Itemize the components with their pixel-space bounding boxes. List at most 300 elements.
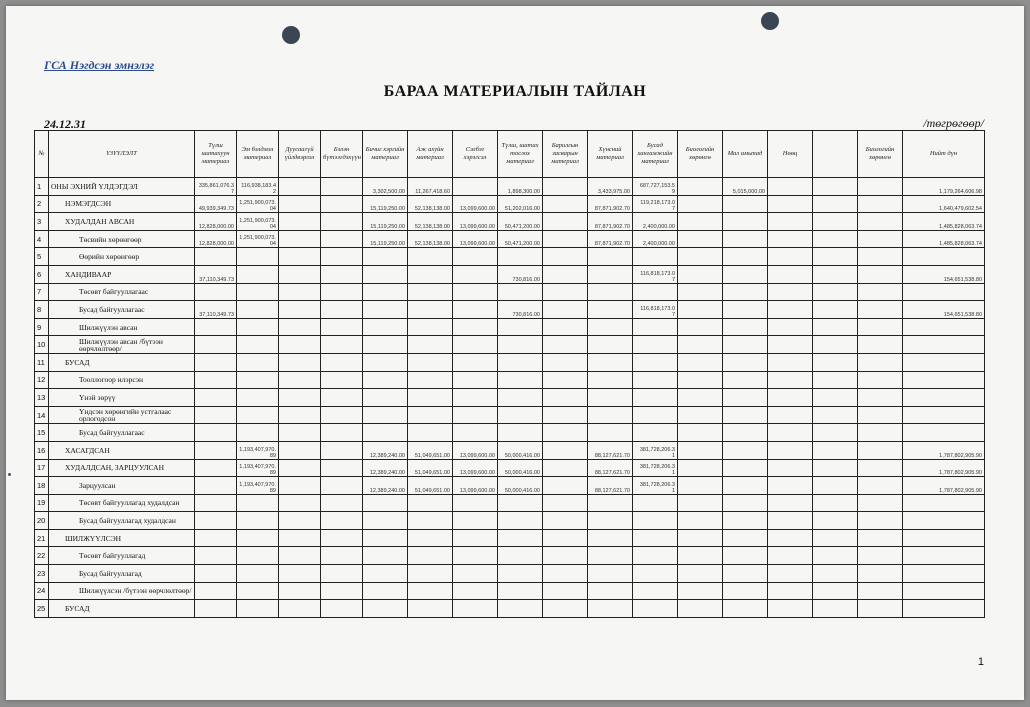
table-cell <box>279 336 321 354</box>
table-cell: 1,251,900,073. 04 <box>237 213 279 231</box>
row-number: 20 <box>35 512 49 530</box>
table-cell <box>195 248 237 266</box>
table-cell <box>321 301 363 319</box>
table-cell <box>903 565 985 583</box>
table-cell <box>543 459 588 477</box>
table-cell <box>678 512 723 530</box>
table-cell: 13,099,600.00 <box>453 459 498 477</box>
table-cell: 116,818,173.0 7 <box>633 301 678 319</box>
table-cell <box>633 582 678 600</box>
table-cell <box>279 529 321 547</box>
table-cell <box>195 582 237 600</box>
table-cell <box>237 336 279 354</box>
table-cell <box>195 565 237 583</box>
table-cell: 381,728,206.3 1 <box>633 459 678 477</box>
table-cell <box>498 600 543 618</box>
row-label: Төсвийн хөрөнгөөр <box>49 230 195 248</box>
table-cell: 12,389,240.00 <box>363 441 408 459</box>
table-cell <box>768 459 813 477</box>
table-cell <box>903 512 985 530</box>
table-cell <box>321 494 363 512</box>
table-cell: 116,818,173.0 7 <box>633 265 678 283</box>
column-header: Нөөц <box>768 131 813 178</box>
table-cell <box>237 248 279 266</box>
table-cell <box>858 512 903 530</box>
table-cell: 13,099,600.00 <box>453 195 498 213</box>
table-cell <box>813 565 858 583</box>
table-cell <box>678 459 723 477</box>
table-cell <box>453 283 498 301</box>
column-header: Түлш, шатах тослох материал <box>498 131 543 178</box>
row-label: Шилжүүлэн авсан /бүтээн өөрчлөлтөөр/ <box>49 336 195 354</box>
table-cell: 51,049,651.00 <box>408 459 453 477</box>
table-cell <box>321 600 363 618</box>
table-cell <box>858 336 903 354</box>
table-cell <box>408 248 453 266</box>
table-cell <box>237 600 279 618</box>
table-cell <box>678 494 723 512</box>
table-cell <box>543 318 588 336</box>
table-row <box>35 283 985 301</box>
table-cell <box>858 424 903 442</box>
table-cell <box>768 336 813 354</box>
table-cell <box>453 371 498 389</box>
table-cell <box>633 318 678 336</box>
column-header: Мал амьтад <box>723 131 768 178</box>
column-header: Хүнсний материал <box>588 131 633 178</box>
table-cell <box>813 248 858 266</box>
table-cell <box>408 265 453 283</box>
organization-name: ГСА Нэгдсэн эмнэлэг <box>44 58 155 72</box>
table-cell <box>813 318 858 336</box>
table-cell <box>543 213 588 231</box>
table-cell <box>588 529 633 547</box>
table-cell <box>588 265 633 283</box>
table-cell <box>279 248 321 266</box>
table-cell <box>279 512 321 530</box>
table-cell: 13,099,600.00 <box>453 477 498 495</box>
table-cell <box>543 529 588 547</box>
table-cell: 3,433,975.00 <box>588 178 633 196</box>
table-cell <box>279 195 321 213</box>
table-cell <box>723 301 768 319</box>
table-cell <box>321 178 363 196</box>
column-header: Бусад хангамжийн материал <box>633 131 678 178</box>
table-cell: 2,400,000.00 <box>633 230 678 248</box>
table-cell <box>453 406 498 424</box>
table-cell <box>237 494 279 512</box>
row-number: 1 <box>35 178 49 196</box>
row-number: 14 <box>35 406 49 424</box>
table-cell <box>321 248 363 266</box>
column-header: Дуусаагүй үйлдвэрлэл <box>279 131 321 178</box>
table-cell <box>903 406 985 424</box>
row-label: Шилжүүлсэн /бүтээн өөрчлөлтөөр/ <box>49 582 195 600</box>
table-cell <box>858 406 903 424</box>
table-cell <box>363 336 408 354</box>
table-cell: 5,015,000.00 <box>723 178 768 196</box>
column-header: Биологийн хөрөнгө <box>858 131 903 178</box>
table-cell <box>279 213 321 231</box>
table-cell <box>678 424 723 442</box>
table-cell <box>813 178 858 196</box>
table-cell <box>768 529 813 547</box>
table-cell <box>723 565 768 583</box>
table-cell <box>363 265 408 283</box>
table-row <box>35 213 985 231</box>
table-cell <box>678 283 723 301</box>
table-cell <box>543 565 588 583</box>
table-cell <box>498 494 543 512</box>
table-cell: 1,251,900,073. 04 <box>237 195 279 213</box>
table-cell <box>678 195 723 213</box>
row-label: НЭМЭГДСЭН <box>49 195 195 213</box>
table-cell <box>858 178 903 196</box>
table-cell <box>543 178 588 196</box>
table-cell <box>543 389 588 407</box>
table-cell <box>633 371 678 389</box>
table-cell: 1,193,407,970. 89 <box>237 441 279 459</box>
table-cell <box>543 477 588 495</box>
table-cell <box>678 230 723 248</box>
table-cell <box>678 529 723 547</box>
table-cell <box>813 389 858 407</box>
row-label: Бусад байгууллагаас <box>49 424 195 442</box>
table-cell <box>498 565 543 583</box>
table-cell <box>858 389 903 407</box>
table-cell <box>858 318 903 336</box>
scan-speck <box>8 473 11 476</box>
row-number: 5 <box>35 248 49 266</box>
table-cell <box>813 547 858 565</box>
table-cell <box>858 582 903 600</box>
table-cell <box>768 301 813 319</box>
table-cell <box>321 547 363 565</box>
table-cell <box>678 441 723 459</box>
table-cell <box>195 547 237 565</box>
table-cell <box>768 424 813 442</box>
table-cell <box>237 318 279 336</box>
table-cell <box>813 529 858 547</box>
table-cell <box>363 424 408 442</box>
row-label: Шилжүүлэн авсан <box>49 318 195 336</box>
table-row <box>35 195 985 213</box>
row-number: 11 <box>35 353 49 371</box>
table-cell <box>768 283 813 301</box>
table-cell <box>279 389 321 407</box>
table-cell <box>453 512 498 530</box>
table-cell <box>768 389 813 407</box>
row-label: БУСАД <box>49 353 195 371</box>
table-cell <box>195 477 237 495</box>
table-cell: 87,871,902.70 <box>588 195 633 213</box>
row-label: Үнэй зөрүү <box>49 389 195 407</box>
table-cell <box>633 424 678 442</box>
table-cell: 730,816.00 <box>498 265 543 283</box>
table-cell <box>279 459 321 477</box>
table-cell <box>543 353 588 371</box>
table-cell <box>321 213 363 231</box>
table-cell <box>723 230 768 248</box>
table-cell <box>903 529 985 547</box>
column-header: Нийт дүн <box>903 131 985 178</box>
table-cell <box>543 441 588 459</box>
table-cell <box>678 565 723 583</box>
table-cell <box>498 248 543 266</box>
table-cell <box>633 600 678 618</box>
table-cell <box>363 389 408 407</box>
table-cell <box>813 195 858 213</box>
table-cell: 381,728,206.3 1 <box>633 441 678 459</box>
table-cell <box>633 565 678 583</box>
table-cell: 335,861,076.3 7 <box>195 178 237 196</box>
row-label: Зарцуулсан <box>49 477 195 495</box>
table-cell <box>813 494 858 512</box>
table-cell <box>813 371 858 389</box>
table-cell: 12,828,000.00 <box>195 213 237 231</box>
row-number: 2 <box>35 195 49 213</box>
table-cell <box>408 494 453 512</box>
table-cell <box>279 406 321 424</box>
table-cell <box>363 600 408 618</box>
row-number: 21 <box>35 529 49 547</box>
table-cell <box>858 459 903 477</box>
table-cell: 15,119,250.00 <box>363 195 408 213</box>
table-cell <box>453 248 498 266</box>
table-cell <box>279 441 321 459</box>
table-cell <box>678 371 723 389</box>
table-cell <box>678 477 723 495</box>
table-row <box>35 301 985 319</box>
table-cell <box>453 424 498 442</box>
table-cell <box>678 353 723 371</box>
table-cell: 1,898,300.00 <box>498 178 543 196</box>
table-cell <box>321 406 363 424</box>
table-cell <box>543 494 588 512</box>
table-cell <box>408 301 453 319</box>
table-row <box>35 600 985 618</box>
table-cell <box>633 494 678 512</box>
table-cell <box>768 547 813 565</box>
table-cell <box>768 441 813 459</box>
table-cell <box>408 336 453 354</box>
table-cell <box>363 529 408 547</box>
column-header: ҮЗҮҮЛЭЛТ <box>49 131 195 178</box>
table-cell <box>813 230 858 248</box>
table-cell: 119,218,173.0 7 <box>633 195 678 213</box>
table-cell <box>858 600 903 618</box>
table-cell <box>678 406 723 424</box>
table-row <box>35 336 985 354</box>
table-cell <box>498 406 543 424</box>
table-cell <box>588 600 633 618</box>
table-cell <box>453 301 498 319</box>
table-cell <box>588 248 633 266</box>
table-cell <box>588 582 633 600</box>
table-cell: 1,193,407,970. 89 <box>237 477 279 495</box>
table-cell <box>768 178 813 196</box>
table-cell <box>768 600 813 618</box>
table-cell <box>453 547 498 565</box>
table-cell <box>237 265 279 283</box>
table-cell <box>678 547 723 565</box>
table-cell: 87,871,902.70 <box>588 230 633 248</box>
table-cell <box>768 248 813 266</box>
table-row <box>35 424 985 442</box>
table-cell <box>408 389 453 407</box>
table-cell <box>279 371 321 389</box>
table-cell <box>813 424 858 442</box>
table-cell <box>633 529 678 547</box>
table-cell <box>723 441 768 459</box>
table-cell <box>321 477 363 495</box>
table-cell <box>453 582 498 600</box>
column-header: Эм бэлдмэл материал <box>237 131 279 178</box>
table-cell <box>858 283 903 301</box>
table-cell <box>408 406 453 424</box>
table-cell <box>237 529 279 547</box>
table-cell: 1,193,407,970. 89 <box>237 459 279 477</box>
table-cell <box>678 265 723 283</box>
table-cell <box>321 441 363 459</box>
table-cell <box>321 512 363 530</box>
table-cell <box>363 318 408 336</box>
table-cell <box>858 494 903 512</box>
table-row <box>35 178 985 196</box>
table-cell <box>903 582 985 600</box>
table-cell: 1,485,828,063.74 <box>903 230 985 248</box>
table-cell: 154,651,538.80 <box>903 265 985 283</box>
table-cell <box>195 389 237 407</box>
table-cell <box>543 600 588 618</box>
table-cell <box>678 178 723 196</box>
row-label: ОНЫ ЭХНИЙ ҮЛДЭГДЭЛ <box>49 178 195 196</box>
table-cell <box>498 512 543 530</box>
table-cell <box>279 230 321 248</box>
table-cell <box>408 547 453 565</box>
table-cell <box>678 301 723 319</box>
table-cell <box>588 301 633 319</box>
table-row <box>35 441 985 459</box>
table-cell <box>321 265 363 283</box>
table-row <box>35 265 985 283</box>
table-cell <box>279 565 321 583</box>
table-cell <box>813 336 858 354</box>
table-cell <box>813 265 858 283</box>
row-number: 4 <box>35 230 49 248</box>
row-number: 6 <box>35 265 49 283</box>
table-cell <box>723 424 768 442</box>
table-cell <box>498 424 543 442</box>
table-cell <box>237 389 279 407</box>
table-cell <box>903 494 985 512</box>
table-row <box>35 477 985 495</box>
table-cell <box>321 336 363 354</box>
table-cell <box>453 265 498 283</box>
table-cell <box>858 529 903 547</box>
table-cell <box>195 441 237 459</box>
table-cell <box>588 283 633 301</box>
table-row <box>35 371 985 389</box>
table-cell <box>363 301 408 319</box>
table-cell <box>768 565 813 583</box>
table-cell <box>363 512 408 530</box>
table-cell <box>813 582 858 600</box>
report-date: 24.12.31 <box>44 117 86 131</box>
column-header: № <box>35 131 49 178</box>
table-cell <box>363 406 408 424</box>
table-cell: 50,000,416.00 <box>498 441 543 459</box>
row-label: Бусад байгууллагад худалдсан <box>49 512 195 530</box>
table-cell <box>237 424 279 442</box>
table-cell <box>498 318 543 336</box>
table-cell <box>453 565 498 583</box>
table-cell <box>678 600 723 618</box>
table-cell <box>321 529 363 547</box>
table-cell <box>723 195 768 213</box>
table-cell <box>588 424 633 442</box>
table-cell <box>498 353 543 371</box>
table-cell: 50,471,200.00 <box>498 213 543 231</box>
table-cell <box>543 265 588 283</box>
table-cell <box>678 318 723 336</box>
table-cell: 154,651,538.80 <box>903 301 985 319</box>
table-cell <box>321 283 363 301</box>
table-body <box>35 178 985 618</box>
table-cell <box>408 283 453 301</box>
table-cell <box>723 389 768 407</box>
table-row <box>35 565 985 583</box>
table-cell <box>498 582 543 600</box>
table-cell: 13,099,600.00 <box>453 441 498 459</box>
table-cell <box>321 353 363 371</box>
row-number: 8 <box>35 301 49 319</box>
table-cell <box>498 529 543 547</box>
row-label: Бусад байгууллагаас <box>49 301 195 319</box>
report-title: БАРАА МАТЕРИАЛЫН ТАЙЛАН <box>383 83 647 100</box>
table-cell <box>279 477 321 495</box>
table-cell <box>813 353 858 371</box>
table-cell <box>195 494 237 512</box>
table-cell <box>588 389 633 407</box>
row-number: 19 <box>35 494 49 512</box>
table-cell <box>633 336 678 354</box>
table-cell <box>195 512 237 530</box>
row-number: 18 <box>35 477 49 495</box>
document-page <box>6 6 1024 700</box>
row-label: ХАСАГДСАН <box>49 441 195 459</box>
row-label: Бусад байгууллагад <box>49 565 195 583</box>
table-cell <box>453 318 498 336</box>
table-cell <box>498 547 543 565</box>
table-cell <box>768 230 813 248</box>
table-cell <box>633 283 678 301</box>
table-cell <box>195 336 237 354</box>
table-cell: 1,787,802,905.90 <box>903 477 985 495</box>
table-cell <box>543 195 588 213</box>
table-cell <box>723 283 768 301</box>
table-row <box>35 353 985 371</box>
table-cell <box>903 353 985 371</box>
table-cell <box>633 353 678 371</box>
table-cell <box>768 494 813 512</box>
table-cell: 1,179,264,606.98 <box>903 178 985 196</box>
table-cell <box>903 600 985 618</box>
table-cell: 50,471,200.00 <box>498 230 543 248</box>
row-number: 25 <box>35 600 49 618</box>
table-cell <box>543 406 588 424</box>
table-cell: 12,828,000.00 <box>195 230 237 248</box>
